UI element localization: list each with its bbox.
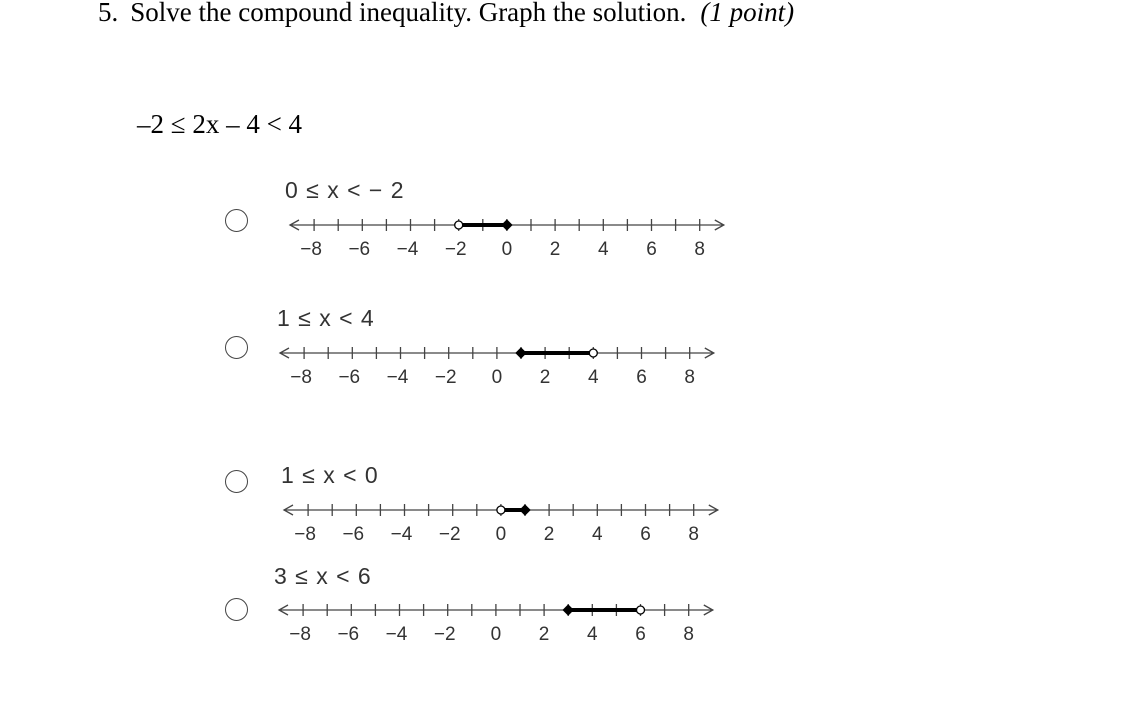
tick-label: 8 [694,239,705,260]
inequality-expression: –2 ≤ 2x – 4 < 4 [137,109,303,139]
question-number: 5. [98,0,119,27]
open-endpoint [497,506,505,514]
option-4-label: 3 ≤ x < 6 [274,563,372,589]
tick-label: −6 [338,367,361,388]
tick-label: 2 [549,239,561,260]
tick-label: 6 [646,239,657,260]
tick-label: 4 [598,239,609,260]
tick-label: −6 [348,239,371,260]
tick-label: 4 [592,524,603,545]
tick-label: 8 [683,624,694,645]
tick-label: 4 [587,624,598,645]
question-points: (1 point) [700,0,795,27]
tick-label: −6 [342,524,365,545]
option-3-label: 1 ≤ x < 0 [281,462,379,488]
option-2-number-line [0,333,800,393]
option-2-label: 1 ≤ x < 4 [277,305,375,331]
tick-label: −8 [289,624,311,645]
closed-endpoint [520,505,530,515]
closed-endpoint [516,348,526,358]
open-endpoint [455,221,463,229]
tick-label: −2 [434,367,457,388]
tick-label: −4 [396,239,419,260]
tick-label: 6 [636,367,647,388]
option-3-number-line [0,490,800,550]
tick-label: 4 [588,367,599,388]
tick-label: 0 [501,239,513,260]
question-prompt: Solve the compound inequality. Graph the solution. [130,0,687,27]
tick-label: −8 [290,367,312,388]
tick-label: −2 [438,524,461,545]
option-4-number-line [0,590,800,650]
tick-label: 8 [684,367,695,388]
tick-label: −4 [390,524,413,545]
tick-label: −2 [433,624,456,645]
tick-label: 2 [539,367,551,388]
tick-label: 2 [543,524,555,545]
tick-label: −6 [337,624,360,645]
tick-label: −8 [294,524,316,545]
tick-label: 8 [688,524,699,545]
tick-label: −8 [300,239,322,260]
tick-label: 6 [635,624,646,645]
tick-label: 0 [495,524,507,545]
tick-label: 0 [491,367,503,388]
option-1-label: 0 ≤ x < − 2 [285,177,405,203]
tick-label: −2 [444,239,467,260]
closed-endpoint [502,220,512,230]
closed-endpoint [563,605,573,615]
tick-label: 0 [490,624,502,645]
tick-label: 6 [640,524,651,545]
tick-label: 2 [538,624,550,645]
open-endpoint [637,606,645,614]
question-text [98,0,794,30]
tick-label: −4 [385,624,408,645]
option-1-number-line [0,205,800,265]
tick-label: −4 [386,367,409,388]
open-endpoint [589,349,597,357]
